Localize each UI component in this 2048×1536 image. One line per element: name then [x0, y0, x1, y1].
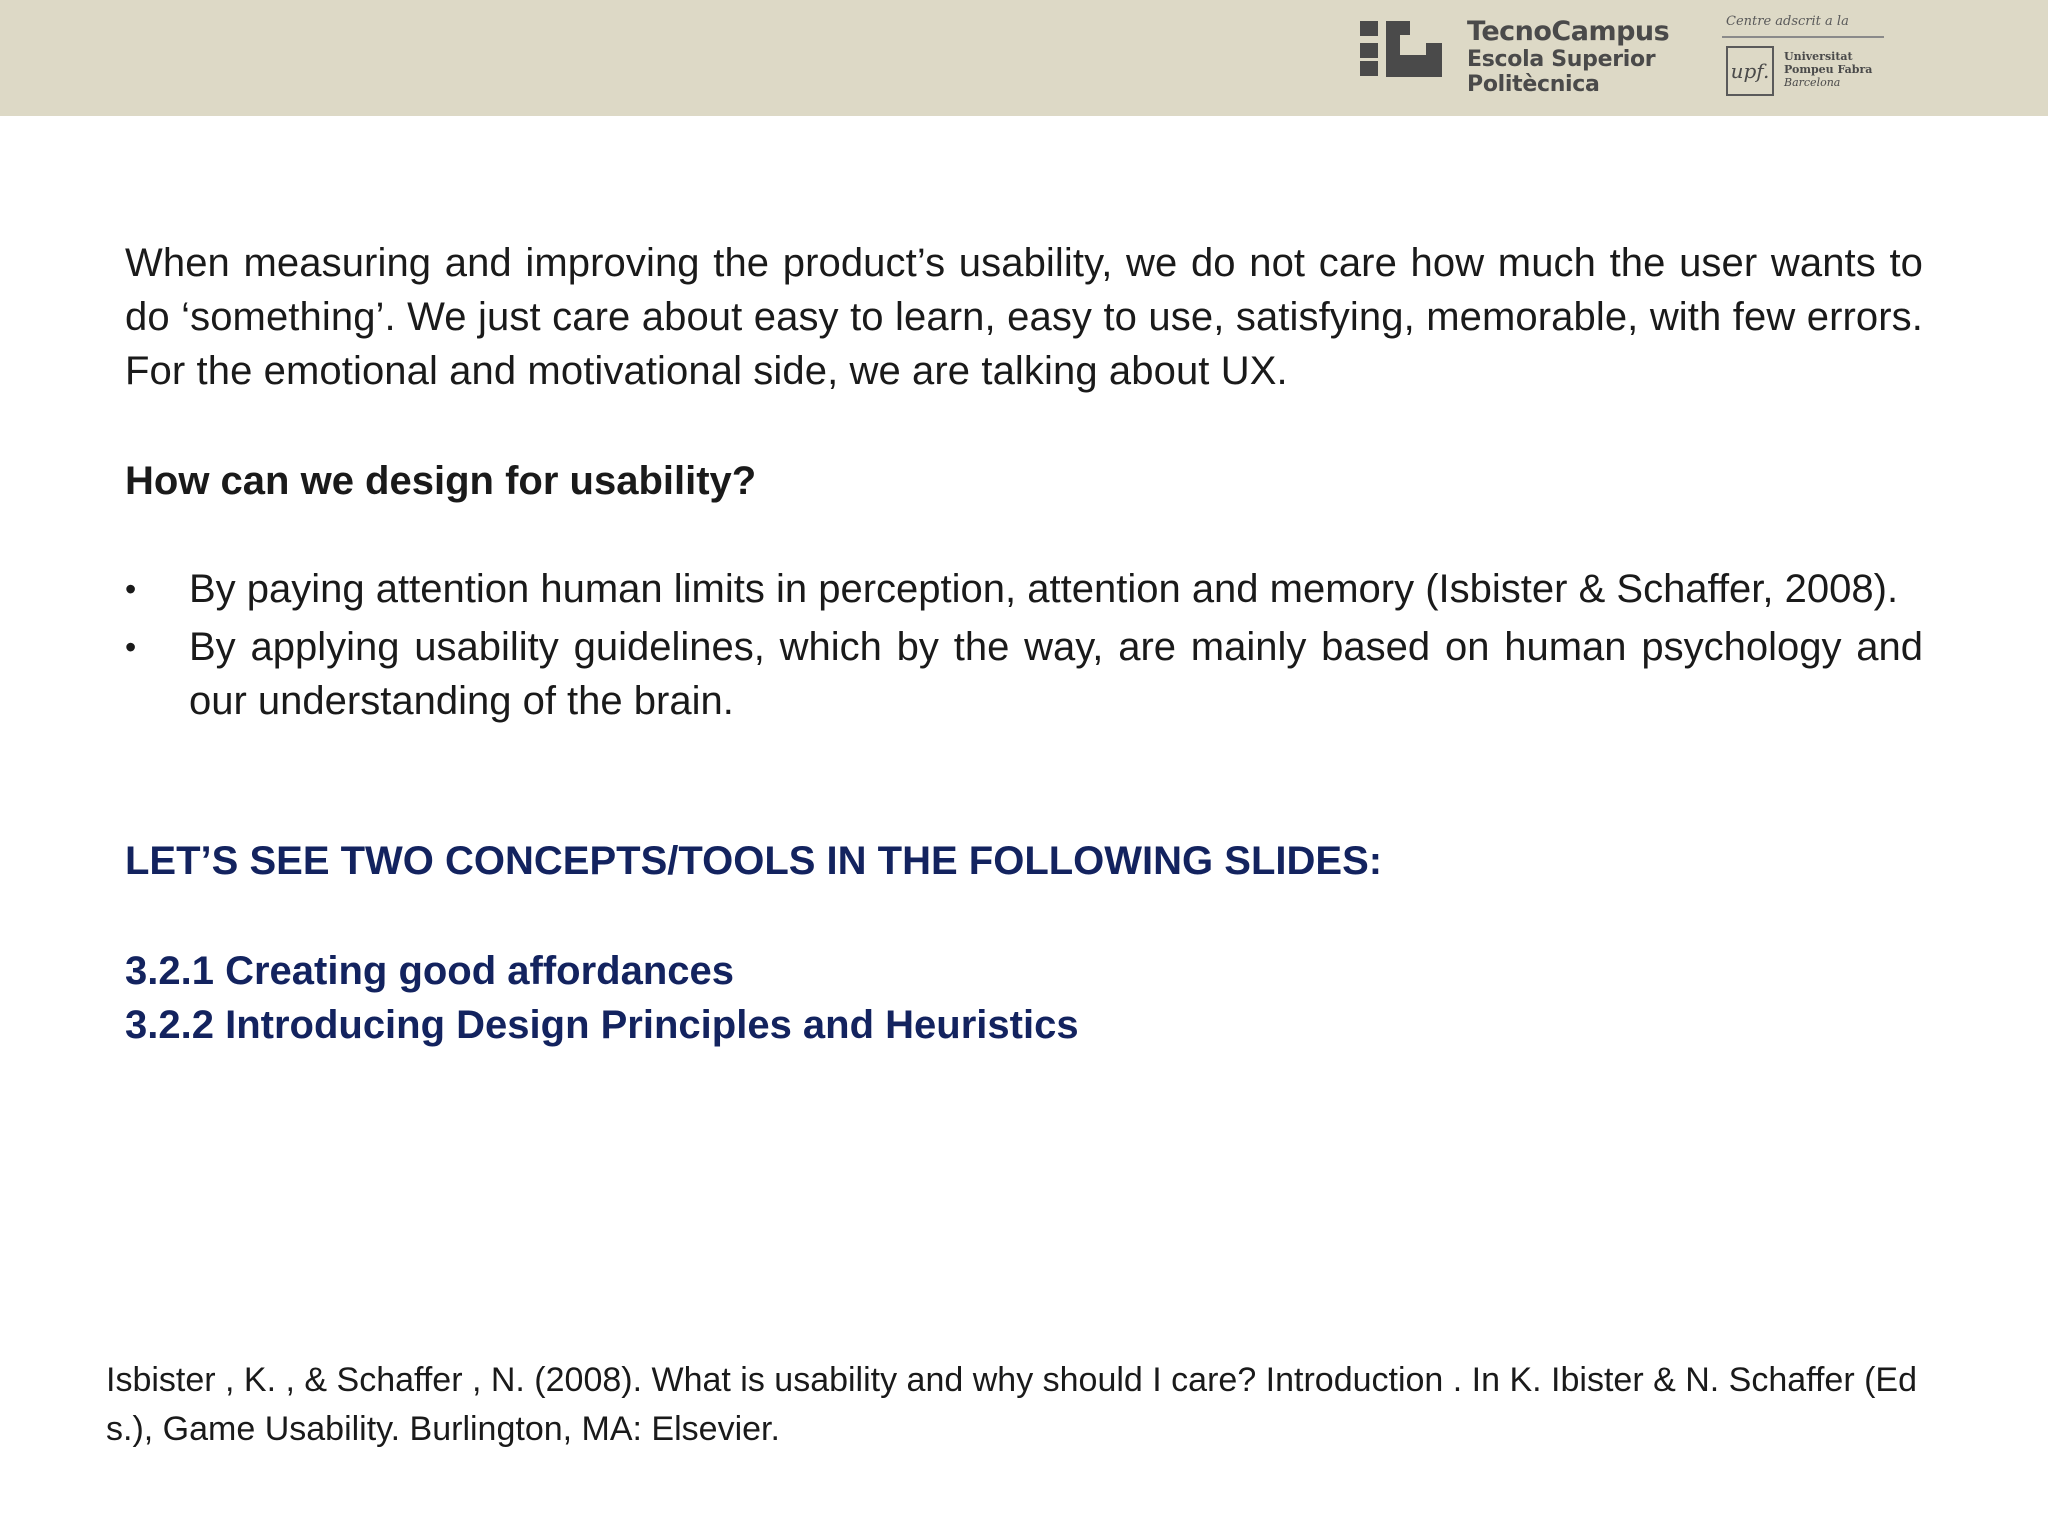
question-heading: How can we design for usability?: [125, 459, 757, 503]
reference-citation: Isbister , K. , & Schaffer , N. (2008). What is usability and why should I care? Introduction . In K. Ibister & N. Schaffer (Eds.), Game Usability. Burlington, MA: Elsevier.: [106, 1361, 1918, 1448]
tecnocampus-text: [1467, 18, 1669, 99]
intro-paragraph: When measuring and improving the product’s usability, we do not care how much the user wants to do ‘something’. We just care about easy to learn, easy to use, satisfying, memorable, with few errors. For the emotional and motivational side, we are talking about UX.: [125, 241, 1923, 393]
bullet-item: [125, 620, 1923, 728]
bullet-icon: •: [125, 629, 137, 665]
header-band: [0, 0, 2048, 116]
slide-content: [125, 236, 1923, 1052]
next-slides-heading: LET’S SEE TWO CONCEPTS/TOOLS IN THE FOLLOWING SLIDES:: [125, 839, 1383, 883]
upf-divider: [1722, 36, 1884, 38]
tecnocampus-name: TecnoCampus: [1467, 16, 1670, 47]
tecnocampus-logo: [1360, 16, 1670, 106]
upf-caption: Centre adscrit a la: [1726, 14, 1849, 29]
bullet-icon: •: [125, 571, 137, 607]
upf-logo: [1722, 14, 1884, 100]
tecnocampus-line1: Escola Superior: [1467, 47, 1656, 72]
tecnocampus-line2: Politècnica: [1467, 72, 1600, 97]
upf-name-line2: Pompeu Fabra: [1784, 63, 1873, 76]
upf-name-line3: Barcelona: [1784, 76, 1841, 89]
bullet-list: [125, 562, 1923, 728]
bullet-text: By paying attention human limits in perception, attention and memory (Isbister & Schaffer, 2008).: [189, 567, 1899, 611]
bullet-text: By applying usability guidelines, which by the way, are mainly based on human psychology and our understanding of the brain.: [189, 625, 1923, 723]
upf-mark: upf.: [1726, 46, 1774, 96]
tecnocampus-mark-icon: [1360, 21, 1442, 77]
section-item: 3.2.1 Creating good affordances: [125, 949, 735, 993]
upf-name-line1: Universitat: [1784, 50, 1853, 63]
section-item: 3.2.2 Introducing Design Principles and Heuristics: [125, 1003, 1079, 1047]
bullet-item: [125, 562, 1923, 616]
section-list: [125, 944, 1923, 1052]
upf-name: [1784, 50, 1872, 89]
